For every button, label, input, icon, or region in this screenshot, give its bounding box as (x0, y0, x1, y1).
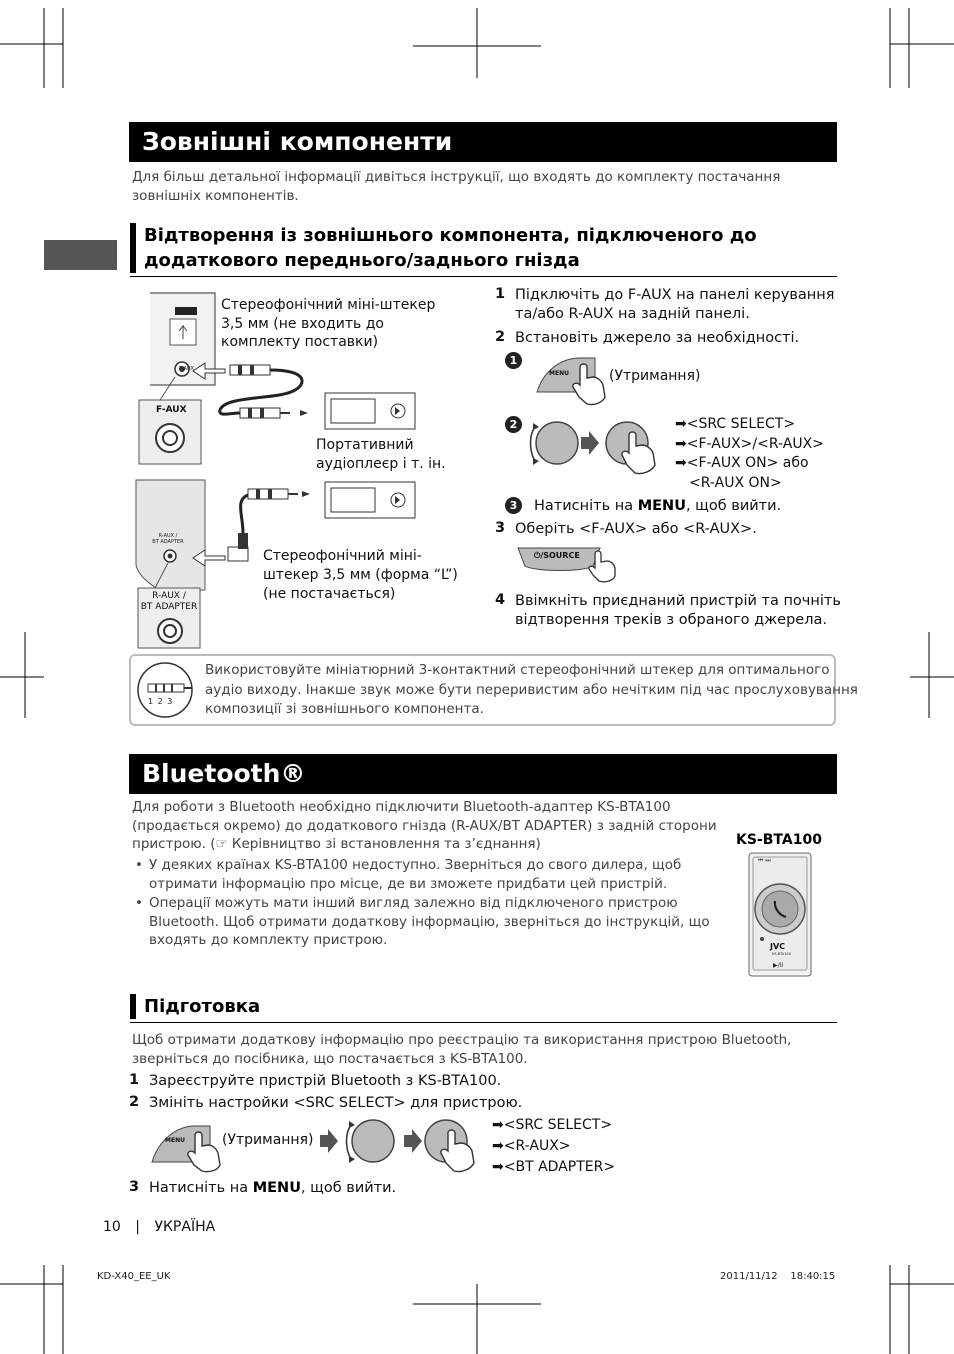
exit-bold: MENU (637, 498, 686, 514)
footer-country: УКРАЇНА (154, 1219, 216, 1235)
footer-model: KD-X40_EE_UK (97, 1271, 171, 1282)
prep-heading: Підготовка (130, 994, 260, 1019)
step4-l1: Ввімкніть приєднаний пристрій та почніть (515, 593, 841, 609)
footer-timestamp (720, 1271, 835, 1282)
footer-date: 2011/11/12 (720, 1271, 778, 1282)
prep-intro (132, 1031, 791, 1069)
step1-l1: Підключіть до F-AUX на панелі керування (515, 287, 835, 303)
raux-small-label (150, 533, 186, 545)
bullet2-l1: Операції можуть мати інший вигляд залежно від підключеного пристрою (149, 895, 678, 911)
raux-big-label (140, 591, 198, 613)
prep-exit-bold: MENU (252, 1180, 301, 1196)
page-number: 10 (103, 1219, 121, 1235)
prep-intro-l2: зверніться до посібника, що постачається з KS-BTA100. (132, 1051, 528, 1067)
prep-step1-number: 1 (129, 1072, 140, 1088)
prep-step3-number: 3 (129, 1179, 140, 1195)
device-model: KS-BTA100 (772, 952, 791, 956)
plug1-l3: комплекту поставки) (221, 334, 379, 350)
step1-number: 1 (495, 286, 506, 302)
step4-l2: відтворення треків з обраного джерела. (515, 612, 827, 628)
prep-control-dial-icon (318, 1113, 488, 1175)
step4-number: 4 (495, 592, 506, 608)
source-label: ⏻/SOURCE (534, 551, 580, 560)
player-l1: Портативний (316, 437, 414, 453)
prep-hold-label: (Утримання) (222, 1132, 314, 1148)
bullet1-l2: отримати інформацію про місце, де ви зможете придбати цей пристрій. (149, 875, 668, 892)
prep-opt-line3: ➡<BT ADAPTER> (492, 1159, 616, 1175)
substep3-number: 3 (505, 497, 522, 514)
note-text (205, 661, 858, 720)
prep-intro-l1: Щоб отримати додаткову інформацію про реєстрацію та використання пристрою Bluetooth, (132, 1032, 792, 1048)
menu-button-icon (535, 352, 610, 407)
device-brand: JVC (770, 942, 786, 951)
prep-step2-number: 2 (129, 1094, 140, 1110)
ks-bta100-device (748, 852, 812, 978)
opt-line1: ➡<SRC SELECT> (675, 416, 796, 432)
language-tab (44, 240, 117, 270)
device-skip-buttons: ⏮ ⏭ (758, 857, 771, 864)
exit-text (534, 497, 781, 516)
device-play-button: ▶/II (773, 962, 784, 969)
step3-number: 3 (495, 520, 506, 536)
bullet-2: • Операції можуть мати інший вигляд залежно від підключеного пристрою Bluetooth. Щоб отримати додаткову інформацію, зверніться до інструкцій, що входять до комплекту пристрою. (135, 895, 710, 948)
prep-opt2: <R-AUX> (503, 1138, 571, 1154)
raux-small-l1: R-AUX / (158, 533, 178, 539)
section-title-external: Зовнішні компоненти (129, 122, 837, 162)
subhead-line2: додаткового переднього/заднього гнізда (144, 250, 580, 271)
prep-divider (130, 1022, 837, 1023)
prep-opt3: <BT ADAPTER> (503, 1159, 616, 1175)
opt2: <F-AUX>/<R-AUX> (686, 435, 824, 452)
bt-intro-l2: (продається окремо) до додаткового гнізда (R-AUX/BT ADAPTER) з задній сторони (132, 817, 717, 834)
opt-line2: ➡<F-AUX>/<R-AUX> (675, 435, 824, 452)
plug2-l1: Стереофонічний міні- (263, 548, 422, 564)
plug1-l2: 3,5 мм (не входить до (221, 315, 384, 332)
bluetooth-intro (132, 798, 717, 854)
plug1-l1: Стереофонічний міні-штекер (221, 297, 436, 313)
prep-opt1: <SRC SELECT> (503, 1117, 613, 1133)
plug2-l2: штекер 3,5 мм (форма “L”) (263, 567, 458, 583)
hold-label: (Утримання) (609, 368, 701, 384)
bullet2-l2: Bluetooth. Щоб отримати додаткову інформацію, зверніться до інструкцій, що (149, 913, 710, 930)
player-l2: аудіоплеєр і т. ін. (316, 456, 446, 472)
plug1-caption (221, 296, 435, 352)
substep1-number: 1 (505, 352, 522, 369)
footer-time: 18:40:15 (790, 1271, 836, 1282)
page-footer (103, 1219, 215, 1235)
exit-pre: Натисніть на (534, 498, 638, 514)
bullet-1: • У деяких країнах KS-BTA100 недоступно. Зверніться до свого дилера, щоб отримати інформацію про місце, де ви зможете придбати цей пристрій. (135, 857, 682, 892)
menu-label: MENU (549, 370, 569, 377)
footer-separator: | (135, 1219, 140, 1235)
plug-pins: 1 2 3 (148, 697, 173, 706)
step2-number: 2 (495, 329, 506, 345)
prep-exit-pre: Натисніть на (149, 1180, 253, 1196)
prep-opt-line1: ➡<SRC SELECT> (492, 1117, 613, 1133)
subsection-heading (130, 223, 757, 273)
opt3: <F-AUX ON> або (686, 455, 809, 471)
note-l1: Використовуйте мініатюрний 3-контактний стереофонічний штекер для оптимального (205, 662, 830, 678)
prep-opt-line2: ➡<R-AUX> (492, 1138, 571, 1154)
step1-l2: та/або R-AUX на задній панелі. (515, 306, 750, 322)
device-label: KS-BTA100 (736, 832, 822, 848)
step2-text: Встановіть джерело за необхідності. (515, 330, 800, 346)
prep-exit-post: , щоб вийти. (300, 1180, 397, 1196)
note-l3: композиції зі зовнішнього компонента. (205, 701, 484, 717)
substep2-number: 2 (505, 416, 522, 433)
src-options (675, 415, 824, 493)
opt4: <R-AUX ON> (689, 474, 782, 491)
raux-big-l1: R-AUX / (152, 591, 186, 601)
bt-intro-l1: Для роботи з Bluetooth необхідно підключити Bluetooth-адаптер KS-BTA100 (132, 799, 671, 815)
prep-step3-text (149, 1179, 396, 1198)
stereo-plug-icon (136, 660, 196, 720)
prep-menu-button-icon (150, 1118, 225, 1173)
raux-big-l2: BT ADAPTER (140, 602, 198, 612)
opt-line3: ➡<F-AUX ON> або (675, 455, 809, 471)
note-l2: аудіо виходу. Інакше звук може бути переривистим або нечітким під час прослуховування (205, 681, 858, 698)
source-button-icon (515, 542, 620, 584)
step1-text (515, 286, 834, 324)
exit-post: , щоб вийти. (685, 498, 782, 514)
raux-small-l2: BT ADAPTER (152, 539, 184, 545)
faux-label: F-AUX (156, 405, 187, 415)
divider (130, 276, 837, 277)
plug2-caption (263, 547, 458, 604)
player-caption (316, 436, 446, 474)
prep-step2-text: Змініть настройки <SRC SELECT> для пристрою. (149, 1095, 523, 1111)
step3-text: Оберіть <F-AUX> або <R-AUX>. (515, 521, 757, 537)
prep-menu-label: MENU (165, 1137, 185, 1144)
section-intro: Для більш детальної інформації дивіться інструкції, що входять до комплекту постачання зовнішніх компонентів. (132, 169, 781, 204)
section-title-bluetooth: Bluetooth® (129, 754, 837, 794)
step4-text (515, 592, 841, 630)
subhead-line1: Відтворення із зовнішнього компонента, підключеного до (144, 225, 757, 246)
prep-step1-text: Зареєструйте пристрій Bluetooth з KS-BTA100. (149, 1073, 502, 1089)
plug2-l3: (не постачається) (263, 586, 396, 602)
opt1: <SRC SELECT> (686, 416, 796, 432)
prep-src-options (492, 1115, 615, 1178)
control-dial-icon (525, 415, 670, 477)
bullet1-l1: У деяких країнах KS-BTA100 недоступно. Зверніться до свого дилера, щоб (149, 857, 682, 873)
faux-small-label: F·AUX (179, 366, 194, 372)
bt-intro-l3: пристрою. (☞ Керівництво зі встановлення та з’єднання) (132, 836, 541, 852)
bullet2-l3: входять до комплекту пристрою. (149, 932, 388, 948)
